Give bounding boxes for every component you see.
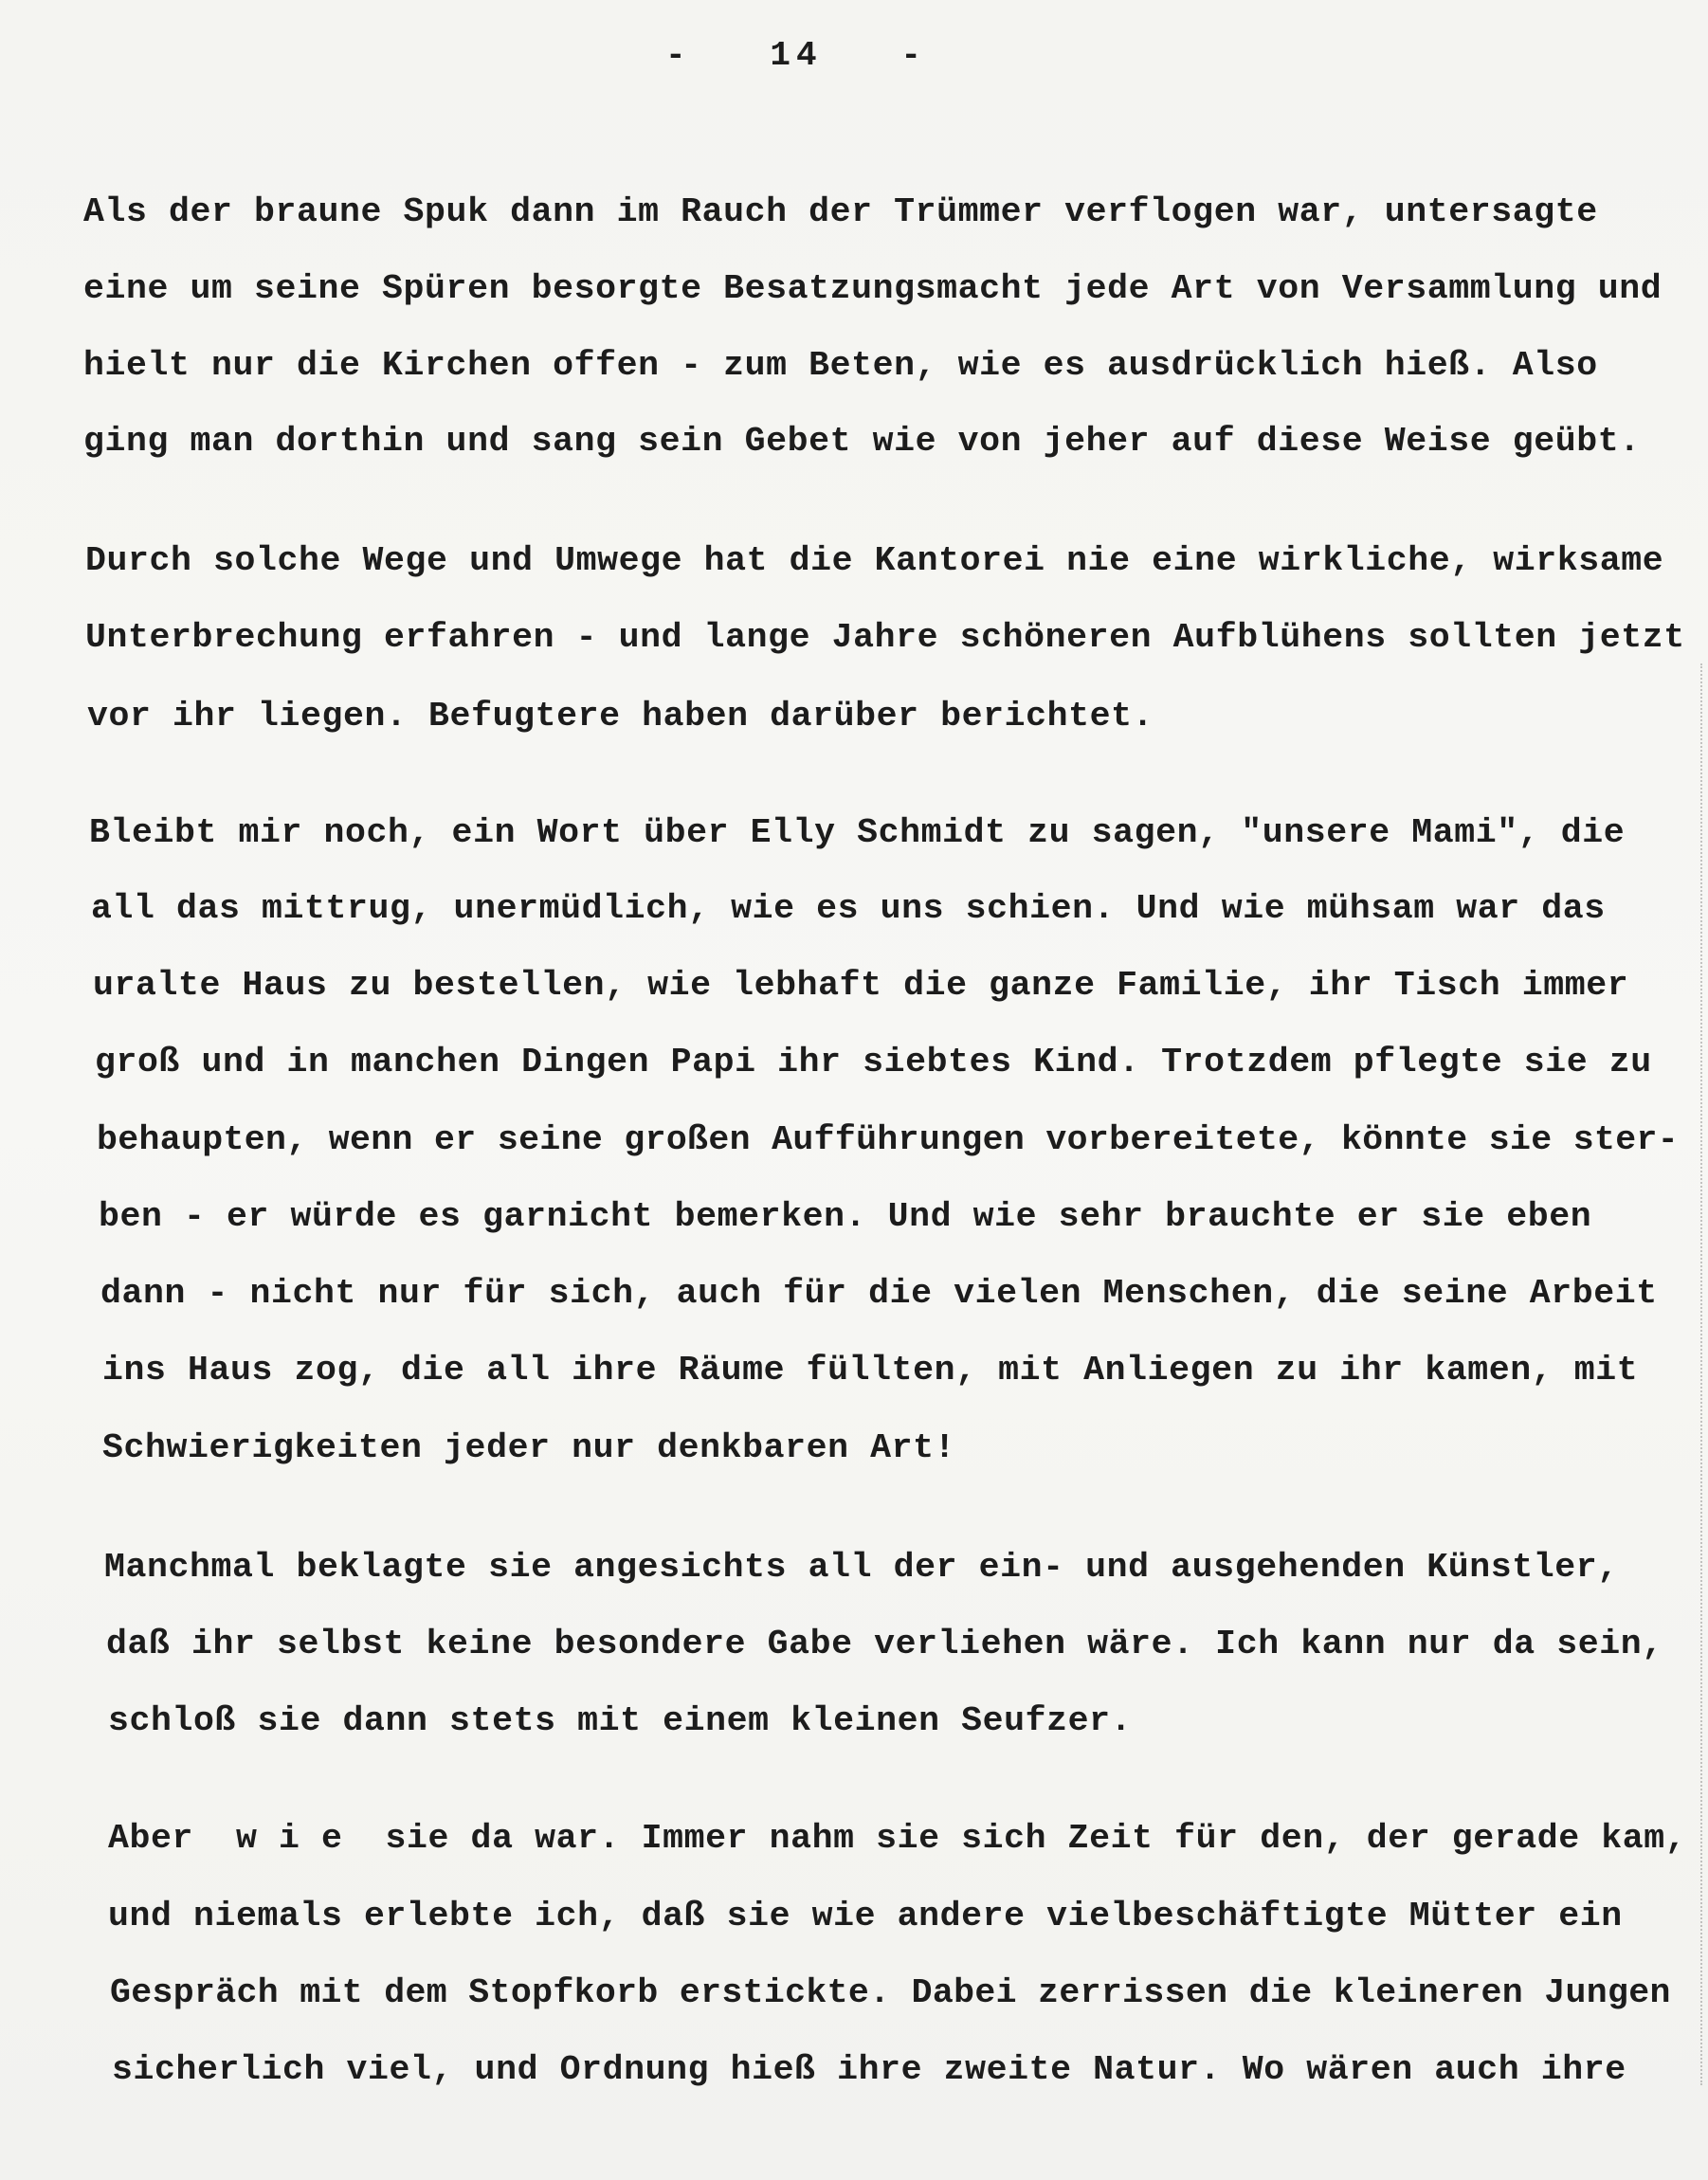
text-line: ging man dorthin und sang sein Gebet wie von jeher auf diese Weise geübt. [83,422,1641,461]
text-line: uralte Haus zu bestellen, wie lebhaft die ganze Familie, ihr Tisch immer [93,966,1629,1005]
text-line: Unterbrechung erfahren - und lange Jahre schöneren Aufblühens sollten jetzt [85,618,1685,657]
text-line: vor ihr liegen. Befugtere haben darüber berichtet. [87,697,1154,736]
text-line: Schwierigkeiten jeder nur denkbaren Art! [102,1428,956,1467]
text-line: sicherlich viel, und Ordnung hieß ihre zweite Natur. Wo wären auch ihre [112,2050,1626,2089]
text-line: Manchmal beklagte sie angesichts all der ein- und ausgehenden Künstler, [104,1548,1619,1587]
text-line: hielt nur die Kirchen offen - zum Beten, wie es ausdrücklich hieß. Also [83,346,1598,385]
text-line: behaupten, wenn er seine großen Aufführungen vorbereitete, könnte sie ster- [97,1120,1680,1159]
text-line: Gespräch mit dem Stopfkorb erstickte. Dabei zerrissen die kleineren Jungen [110,1973,1671,2012]
text-line: Aber w i e sie da war. Immer nahm sie sich Zeit für den, der gerade kam, [108,1819,1687,1858]
text-line: Bleibt mir noch, ein Wort über Elly Schmidt zu sagen, "unsere Mami", die [89,813,1626,852]
text-line: eine um seine Spüren besorgte Besatzungsmacht jede Art von Versammlung und [83,269,1663,308]
text-line: all das mittrug, unermüdlich, wie es uns schien. Und wie mühsam war das [91,889,1606,928]
text-line: ins Haus zog, die all ihre Räume füllten, mit Anliegen zu ihr kamen, mit [102,1351,1639,1390]
text-line: und niemals erlebte ich, daß sie wie andere vielbeschäftigte Mütter ein [108,1897,1623,1935]
text-line: ben - er würde es garnicht bemerken. Und wie sehr brauchte er sie eben [99,1197,1592,1236]
page-number: - 14 - [664,36,928,75]
text-line: schloß sie dann stets mit einem kleinen Seufzer. [108,1701,1133,1740]
text-line: dann - nicht nur für sich, auch für die vielen Menschen, die seine Arbeit [100,1274,1658,1313]
text-line: daß ihr selbst keine besondere Gabe verliehen wäre. Ich kann nur da sein, [106,1625,1663,1663]
text-line: Als der braune Spuk dann im Rauch der Trümmer verflogen war, untersagte [83,192,1598,231]
text-line: Durch solche Wege und Umwege hat die Kantorei nie eine wirkliche, wirksame [85,541,1664,580]
scan-edge-marks [1691,663,1702,2085]
text-line: groß und in manchen Dingen Papi ihr siebtes Kind. Trotzdem pflegte sie zu [95,1043,1652,1081]
